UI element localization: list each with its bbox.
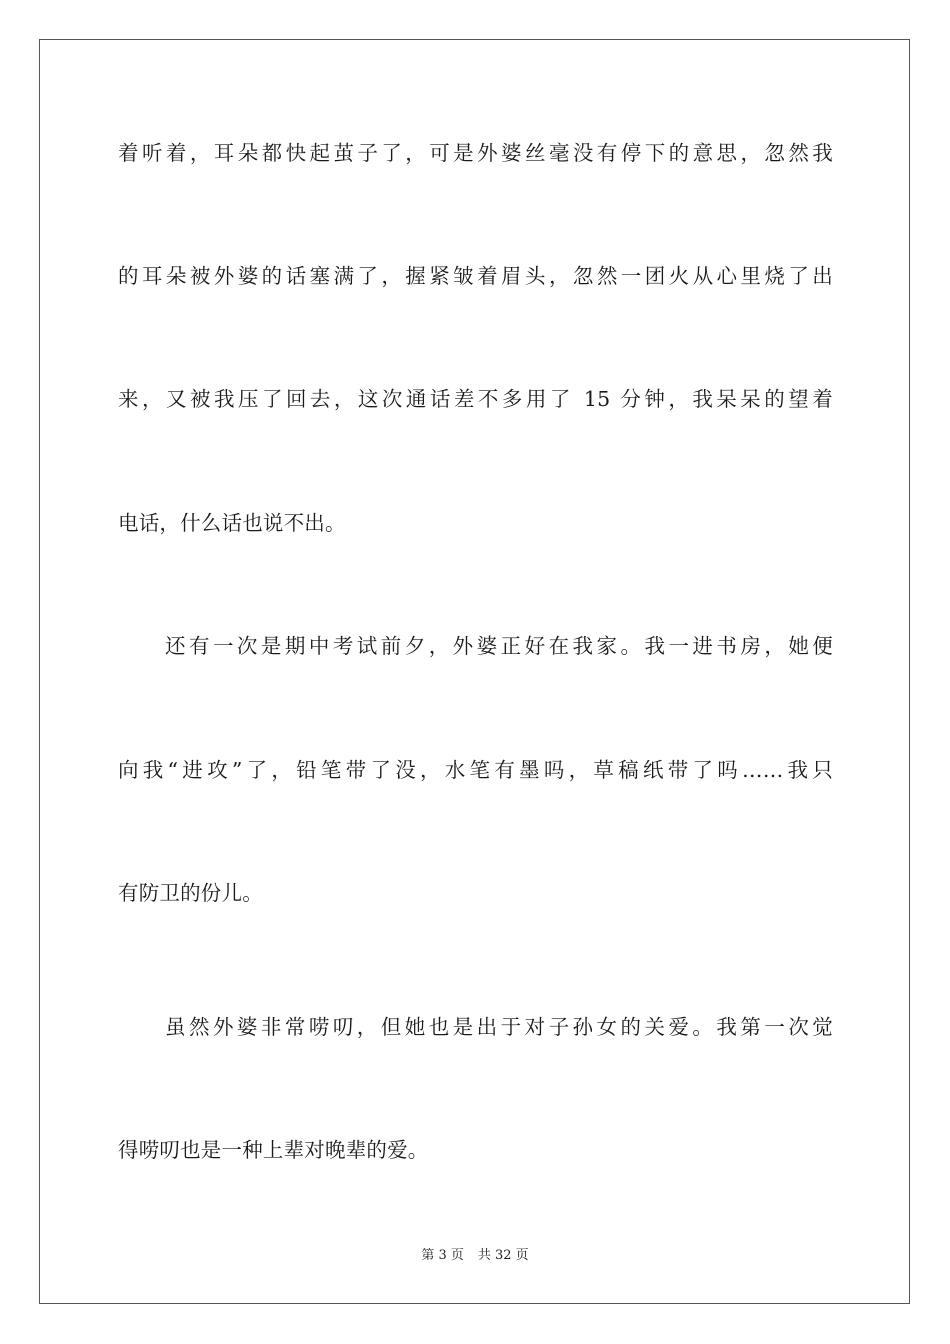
paragraph-1-line-3: 来，又被我压了回去，这次通话差不多用了 15 分钟，我呆呆的望着 <box>118 387 833 411</box>
paragraph-2-line-3: 有防卫的份儿。 <box>118 881 263 905</box>
paragraph-1-line-2: 的耳朵被外婆的话塞满了，握紧皱着眉头，忽然一团火从心里烧了出 <box>118 264 833 288</box>
paragraph-3-line-1: 虽然外婆非常唠叨，但她也是出于对子孙女的关爱。我第一次觉 <box>165 1015 833 1039</box>
paragraph-1-line-1: 着听着，耳朵都快起茧子了，可是外婆丝毫没有停下的意思，忽然我 <box>118 141 833 165</box>
page-border <box>39 39 910 1304</box>
paragraph-3-line-2: 得唠叨也是一种上辈对晚辈的爱。 <box>118 1138 429 1162</box>
page-number: 第 3 页 <box>421 1248 464 1263</box>
paragraph-1-line-4: 电话，什么话也说不出。 <box>118 511 346 535</box>
paragraph-2-line-2: 向我“进攻”了，铅笔带了没，水笔有墨吗，草稿纸带了吗……我只 <box>118 758 833 782</box>
paragraph-2-line-1: 还有一次是期中考试前夕，外婆正好在我家。我一进书房，她便 <box>165 634 833 658</box>
page-footer <box>0 1247 950 1265</box>
total-pages: 共 32 页 <box>477 1248 529 1263</box>
